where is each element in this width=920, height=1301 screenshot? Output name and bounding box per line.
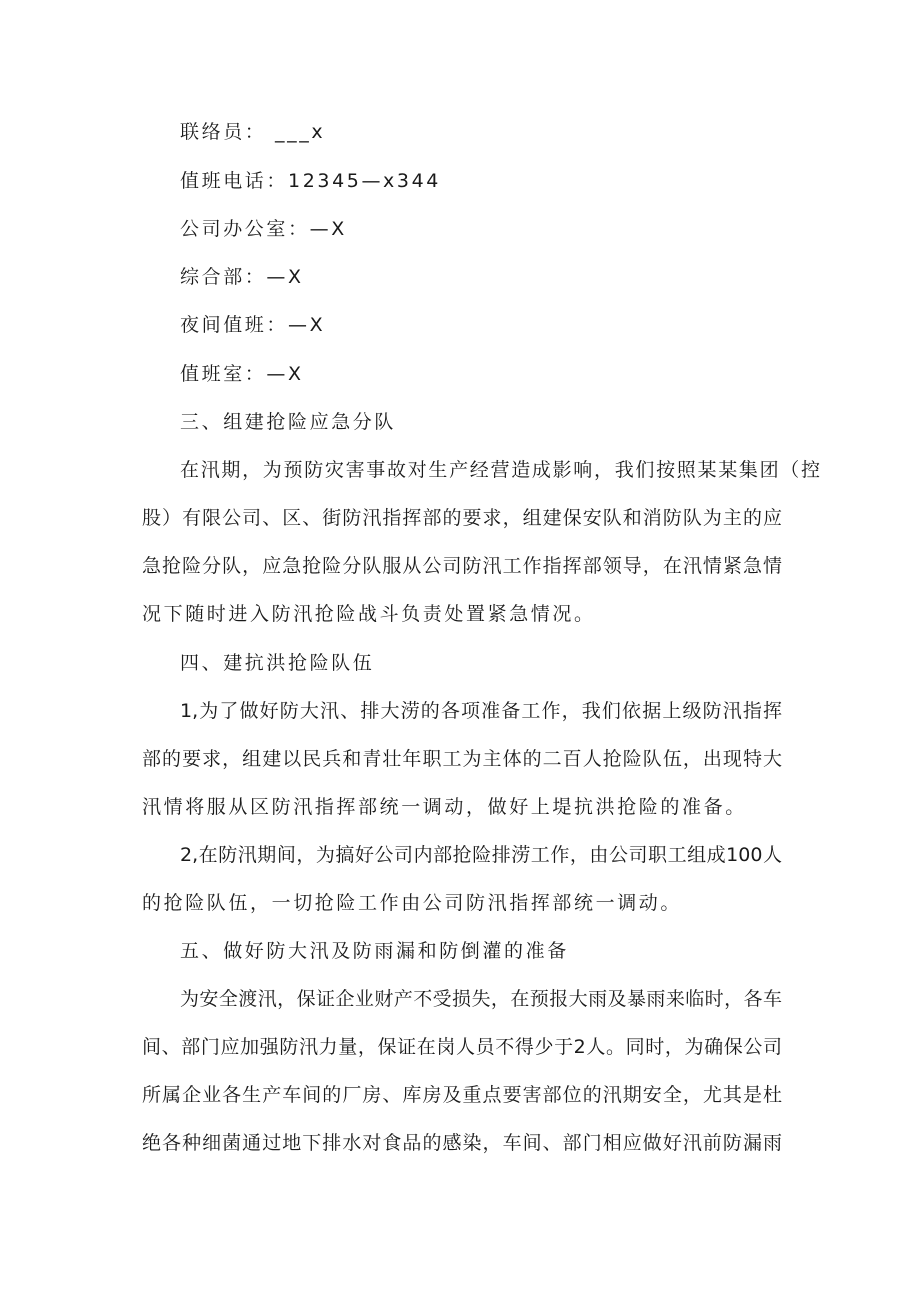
paragraph-line: 的抢险队伍，一切抢险工作由公司防汛指挥部统一调动。 bbox=[142, 892, 683, 914]
section4-heading: 四、建抗洪抢险队伍 bbox=[180, 652, 375, 674]
paragraph-line: 汛情将服从区防汛指挥部统一调动，做好上堤抗洪抢险的准备。 bbox=[142, 796, 747, 818]
paragraph-line: 绝各种细菌通过地下排水对食品的感染，车间、部门相应做好汛前防漏雨 bbox=[142, 1132, 782, 1154]
paragraph-line: 2,在防汛期间，为搞好公司内部抢险排涝工作，由公司职工组成100人 bbox=[180, 844, 782, 866]
paragraph-line: 间、部门应加强防汛力量，保证在岗人员不得少于2人。同时，为确保公司 bbox=[142, 1036, 782, 1058]
paragraph-line: 为安全渡汛，保证企业财产不受损失，在预报大雨及暴雨来临时，各车 bbox=[180, 988, 782, 1010]
paragraph-line: 1,为了做好防大汛、排大涝的各项准备工作，我们依据上级防汛指挥 bbox=[180, 700, 782, 722]
contact-night-duty: 夜间值班：—X bbox=[180, 314, 326, 336]
contact-duty-phone: 值班电话：12345—x344 bbox=[180, 170, 441, 192]
paragraph-line: 股）有限公司、区、街防汛指挥部的要求，组建保安队和消防队为主的应 bbox=[142, 507, 782, 529]
paragraph-line: 急抢险分队，应急抢险分队服从公司防汛工作指挥部领导，在汛情紧急情 bbox=[142, 555, 782, 577]
contact-general-dept: 综合部：—X bbox=[180, 266, 304, 288]
section3-heading: 三、组建抢险应急分队 bbox=[180, 411, 397, 433]
paragraph-line: 况下随时进入防汛抢险战斗负责处置紧急情况。 bbox=[142, 603, 596, 625]
contact-company-office: 公司办公室：—X bbox=[180, 218, 347, 240]
paragraph-line: 所属企业各生产车间的厂房、库房及重点要害部位的汛期安全，尤其是杜 bbox=[142, 1084, 782, 1106]
paragraph-line: 部的要求，组建以民兵和青壮年职工为主体的二百人抢险队伍，出现特大 bbox=[142, 748, 782, 770]
contact-duty-room: 值班室：—X bbox=[180, 363, 304, 385]
contact-liaison: 联络员： ___x bbox=[180, 121, 326, 143]
paragraph-line: 在汛期，为预防灾害事故对生产经营造成影响，我们按照某某集团（控 bbox=[180, 459, 820, 481]
section5-heading: 五、做好防大汛及防雨漏和防倒灌的准备 bbox=[180, 940, 569, 962]
